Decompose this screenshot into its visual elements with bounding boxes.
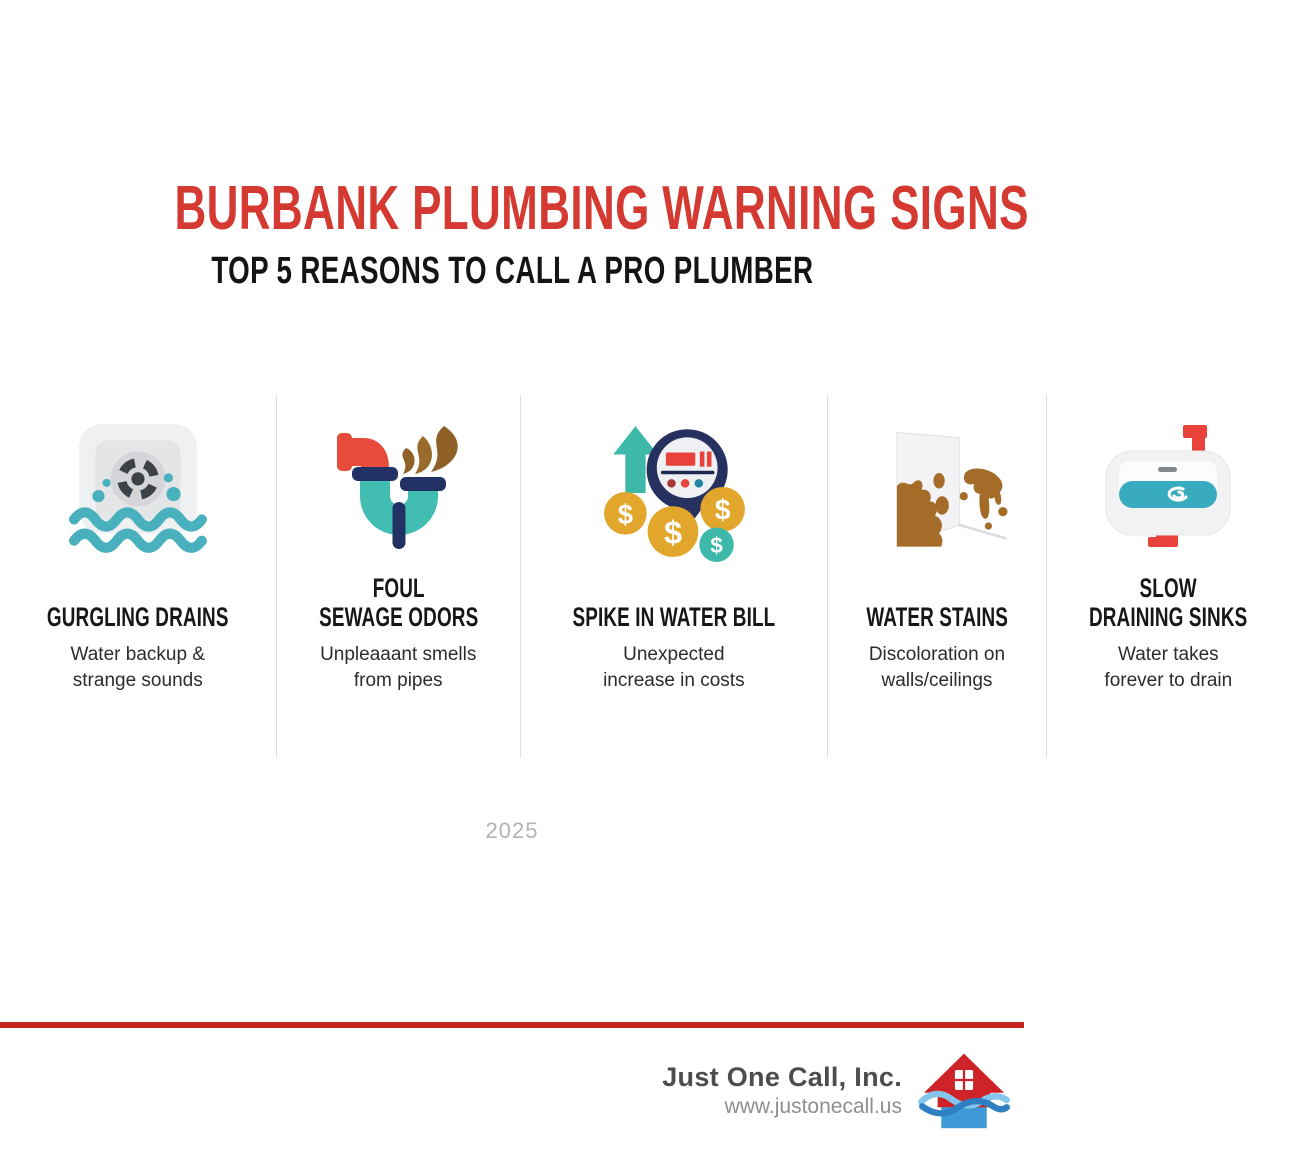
column-title-line: WATER STAINS bbox=[866, 602, 1008, 633]
column-title-line: SPIKE IN WATER BILL bbox=[572, 602, 776, 633]
column-description bbox=[8, 642, 268, 694]
column-description-line: forever to drain bbox=[1104, 670, 1233, 692]
column-slow-draining-sinks bbox=[1047, 395, 1289, 758]
column-title-line: SLOW bbox=[1139, 572, 1197, 603]
column-title bbox=[529, 571, 819, 633]
footer-text-block bbox=[662, 1062, 902, 1119]
column-description bbox=[285, 642, 512, 694]
page-title bbox=[0, 174, 1029, 243]
dollar-glyph: $ bbox=[710, 533, 723, 559]
water-meter-dollar-icon bbox=[598, 413, 750, 565]
column-description-line: from pipes bbox=[353, 670, 443, 692]
column-spike-water-bill bbox=[521, 395, 828, 758]
column-title bbox=[1055, 571, 1281, 633]
column-description-line: strange sounds bbox=[72, 670, 203, 692]
icon-box bbox=[1055, 395, 1281, 571]
footer-red-bar bbox=[0, 1022, 1024, 1028]
column-description bbox=[836, 642, 1038, 694]
icon-box bbox=[836, 395, 1038, 571]
column-title bbox=[8, 571, 268, 633]
year-label: 2025 bbox=[485, 818, 539, 843]
column-gurgling-drains bbox=[0, 395, 277, 758]
column-description-line: increase in costs bbox=[603, 670, 745, 692]
column-title-line: DRAINING SINKS bbox=[1089, 602, 1248, 633]
icon-box bbox=[529, 395, 819, 571]
column-title-line: SEWAGE ODORS bbox=[318, 602, 478, 633]
page-subtitle bbox=[0, 252, 1024, 290]
column-title bbox=[285, 571, 512, 633]
column-title-line: FOUL bbox=[372, 572, 425, 603]
warning-signs-row bbox=[0, 395, 1248, 758]
icon-box bbox=[8, 395, 268, 571]
slow-draining-sink-icon bbox=[1093, 419, 1243, 559]
column-description-line: Water takes bbox=[1117, 644, 1219, 665]
column-description-line: Unpleaaant smells bbox=[320, 644, 477, 665]
column-title-line: GURGLING DRAINS bbox=[46, 602, 229, 633]
company-name: Just One Call, Inc. bbox=[662, 1061, 902, 1092]
wall-water-stain-icon bbox=[865, 422, 1009, 556]
page-title-text: BURBANK PLUMBING WARNING SIGNS bbox=[174, 174, 1029, 243]
column-title bbox=[836, 571, 1038, 633]
page-subtitle-text: TOP 5 REASONS TO CALL A PRO PLUMBER bbox=[210, 250, 814, 292]
footer bbox=[0, 1050, 1024, 1130]
column-description-line: Water backup & bbox=[70, 644, 205, 665]
column-description bbox=[1055, 642, 1281, 694]
icon-box bbox=[285, 395, 512, 571]
gurgling-drain-icon bbox=[67, 416, 209, 562]
column-description-line: walls/ceilings bbox=[881, 670, 993, 692]
dollar-glyph: $ bbox=[617, 498, 633, 530]
house-water-wave-logo-icon bbox=[918, 1050, 1010, 1130]
dollar-glyph: $ bbox=[714, 494, 731, 527]
dollar-glyph: $ bbox=[663, 514, 682, 551]
foul-sewage-pipe-icon bbox=[323, 422, 473, 557]
column-description bbox=[529, 642, 819, 694]
column-description-line: Unexpected bbox=[623, 644, 725, 665]
column-foul-sewage-odors bbox=[277, 395, 521, 758]
column-water-stains bbox=[828, 395, 1047, 758]
column-description-line: Discoloration on bbox=[868, 644, 1006, 665]
website-link[interactable]: www.justonecall.us bbox=[724, 1094, 902, 1118]
